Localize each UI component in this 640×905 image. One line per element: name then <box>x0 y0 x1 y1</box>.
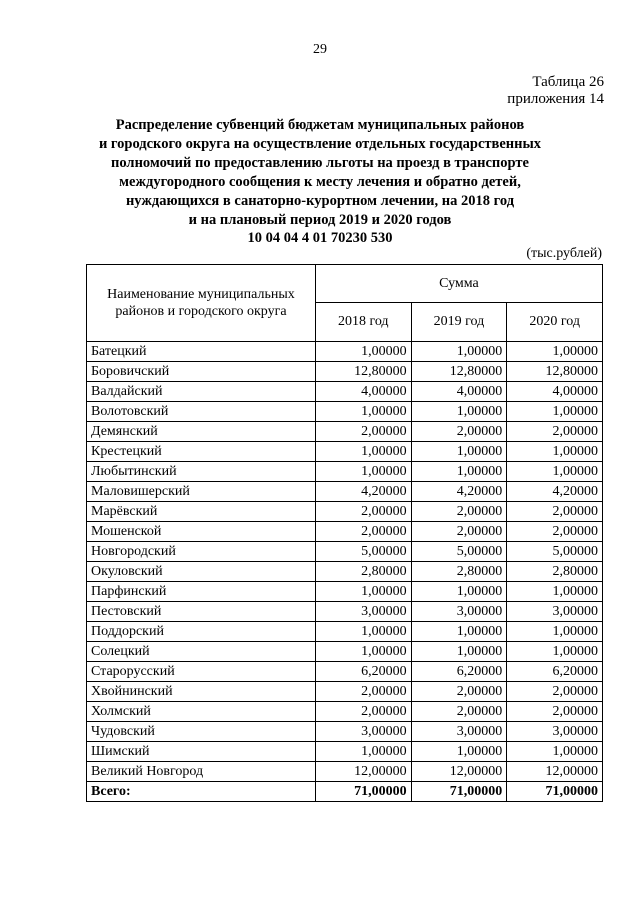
district-name: Батецкий <box>87 342 316 362</box>
table-row <box>87 582 603 602</box>
value-2019: 1,00000 <box>411 622 507 642</box>
value-2018: 1,00000 <box>315 742 411 762</box>
table-row <box>87 682 603 702</box>
value-2018: 2,00000 <box>315 522 411 542</box>
total-label: Всего: <box>87 782 316 802</box>
district-name: Пестовский <box>87 602 316 622</box>
value-2020: 1,00000 <box>507 462 603 482</box>
table-ref-line-1: Таблица 26 <box>532 74 604 90</box>
table-row <box>87 562 603 582</box>
page-number: 29 <box>313 42 327 57</box>
value-2019: 2,00000 <box>411 502 507 522</box>
value-2020: 1,00000 <box>507 622 603 642</box>
value-2019: 4,20000 <box>411 482 507 502</box>
district-name: Маловишерский <box>87 482 316 502</box>
table-body <box>87 342 603 802</box>
unit-label: (тыс.рублей) <box>526 246 602 261</box>
value-2020: 4,20000 <box>507 482 603 502</box>
total-2019: 71,00000 <box>411 782 507 802</box>
title-line: полномочий по предоставлению льготы на проезд в транспорте <box>111 155 529 171</box>
value-2018: 1,00000 <box>315 622 411 642</box>
value-2019: 1,00000 <box>411 742 507 762</box>
value-2019: 2,00000 <box>411 702 507 722</box>
table-reference <box>507 74 604 108</box>
value-2020: 2,00000 <box>507 422 603 442</box>
district-name: Старорусский <box>87 662 316 682</box>
table-row <box>87 642 603 662</box>
document-title <box>60 116 580 230</box>
table-row <box>87 342 603 362</box>
value-2019: 1,00000 <box>411 342 507 362</box>
value-2018: 2,00000 <box>315 502 411 522</box>
value-2019: 12,00000 <box>411 762 507 782</box>
value-2018: 3,00000 <box>315 722 411 742</box>
value-2020: 1,00000 <box>507 442 603 462</box>
district-name: Поддорский <box>87 622 316 642</box>
district-name: Демянский <box>87 422 316 442</box>
district-name: Боровичский <box>87 362 316 382</box>
value-2018: 1,00000 <box>315 462 411 482</box>
district-name: Мошенской <box>87 522 316 542</box>
value-2018: 2,80000 <box>315 562 411 582</box>
table-row <box>87 542 603 562</box>
value-2018: 1,00000 <box>315 342 411 362</box>
table-row <box>87 602 603 622</box>
header-name: Наименование муниципальных районов и городского округа <box>87 265 316 342</box>
value-2019: 3,00000 <box>411 602 507 622</box>
district-name: Шимский <box>87 742 316 762</box>
title-line: междугородного сообщения к месту лечения и обратно детей, <box>119 174 521 190</box>
value-2020: 1,00000 <box>507 742 603 762</box>
table-row <box>87 722 603 742</box>
value-2018: 5,00000 <box>315 542 411 562</box>
table-row <box>87 702 603 722</box>
value-2020: 2,80000 <box>507 562 603 582</box>
district-name: Новгородский <box>87 542 316 562</box>
district-name: Чудовский <box>87 722 316 742</box>
district-name: Любытинский <box>87 462 316 482</box>
total-row <box>87 782 603 802</box>
header-year-2019: 2019 год <box>411 303 507 342</box>
value-2020: 5,00000 <box>507 542 603 562</box>
district-name: Хвойнинский <box>87 682 316 702</box>
table-row <box>87 762 603 782</box>
value-2020: 2,00000 <box>507 502 603 522</box>
district-name: Солецкий <box>87 642 316 662</box>
district-name: Парфинский <box>87 582 316 602</box>
value-2019: 3,00000 <box>411 722 507 742</box>
value-2020: 2,00000 <box>507 522 603 542</box>
value-2019: 1,00000 <box>411 582 507 602</box>
value-2020: 12,00000 <box>507 762 603 782</box>
value-2018: 1,00000 <box>315 642 411 662</box>
value-2019: 4,00000 <box>411 382 507 402</box>
value-2019: 6,20000 <box>411 662 507 682</box>
district-name: Волотовский <box>87 402 316 422</box>
value-2018: 12,00000 <box>315 762 411 782</box>
value-2019: 2,00000 <box>411 522 507 542</box>
table-row <box>87 662 603 682</box>
value-2019: 1,00000 <box>411 462 507 482</box>
value-2018: 1,00000 <box>315 402 411 422</box>
title-line: и городского округа на осуществление отдельных государственных <box>98 136 542 152</box>
district-name: Марёвский <box>87 502 316 522</box>
budget-code: 10 04 04 4 01 70230 530 <box>247 230 393 246</box>
value-2018: 2,00000 <box>315 702 411 722</box>
value-2020: 12,80000 <box>507 362 603 382</box>
value-2019: 2,00000 <box>411 422 507 442</box>
value-2020: 2,00000 <box>507 682 603 702</box>
total-2018: 71,00000 <box>315 782 411 802</box>
value-2020: 1,00000 <box>507 342 603 362</box>
value-2018: 1,00000 <box>315 582 411 602</box>
value-2020: 3,00000 <box>507 722 603 742</box>
header-year-2020: 2020 год <box>507 303 603 342</box>
value-2019: 1,00000 <box>411 402 507 422</box>
value-2018: 4,20000 <box>315 482 411 502</box>
table-row <box>87 482 603 502</box>
value-2019: 5,00000 <box>411 542 507 562</box>
district-name: Валдайский <box>87 382 316 402</box>
table-row <box>87 502 603 522</box>
value-2019: 1,00000 <box>411 642 507 662</box>
district-name: Крестецкий <box>87 442 316 462</box>
header-sum: Сумма <box>315 265 602 303</box>
value-2018: 1,00000 <box>315 442 411 462</box>
table-row <box>87 742 603 762</box>
value-2018: 2,00000 <box>315 682 411 702</box>
value-2020: 1,00000 <box>507 582 603 602</box>
district-name: Великий Новгород <box>87 762 316 782</box>
value-2018: 4,00000 <box>315 382 411 402</box>
district-name: Холмский <box>87 702 316 722</box>
value-2020: 6,20000 <box>507 662 603 682</box>
value-2018: 6,20000 <box>315 662 411 682</box>
value-2019: 2,80000 <box>411 562 507 582</box>
table-row <box>87 522 603 542</box>
title-line: Распределение субвенций бюджетам муниципальных районов <box>115 117 525 133</box>
district-name: Окуловский <box>87 562 316 582</box>
subvention-table <box>86 264 603 802</box>
value-2018: 2,00000 <box>315 422 411 442</box>
table-row <box>87 462 603 482</box>
value-2020: 3,00000 <box>507 602 603 622</box>
title-line: и на плановый период 2019 и 2020 годов <box>188 212 452 228</box>
value-2019: 1,00000 <box>411 442 507 462</box>
total-2020: 71,00000 <box>507 782 603 802</box>
value-2019: 2,00000 <box>411 682 507 702</box>
value-2020: 4,00000 <box>507 382 603 402</box>
title-line: нуждающихся в санаторно-курортном лечении, на 2018 год <box>125 193 515 209</box>
table-row <box>87 382 603 402</box>
value-2020: 2,00000 <box>507 702 603 722</box>
table-row <box>87 402 603 422</box>
header-year-2018: 2018 год <box>315 303 411 342</box>
table-row <box>87 442 603 462</box>
value-2018: 3,00000 <box>315 602 411 622</box>
value-2020: 1,00000 <box>507 402 603 422</box>
table-row <box>87 362 603 382</box>
value-2018: 12,80000 <box>315 362 411 382</box>
value-2019: 12,80000 <box>411 362 507 382</box>
table-row <box>87 422 603 442</box>
value-2020: 1,00000 <box>507 642 603 662</box>
table-ref-line-2: приложения 14 <box>507 91 604 107</box>
table-row <box>87 622 603 642</box>
